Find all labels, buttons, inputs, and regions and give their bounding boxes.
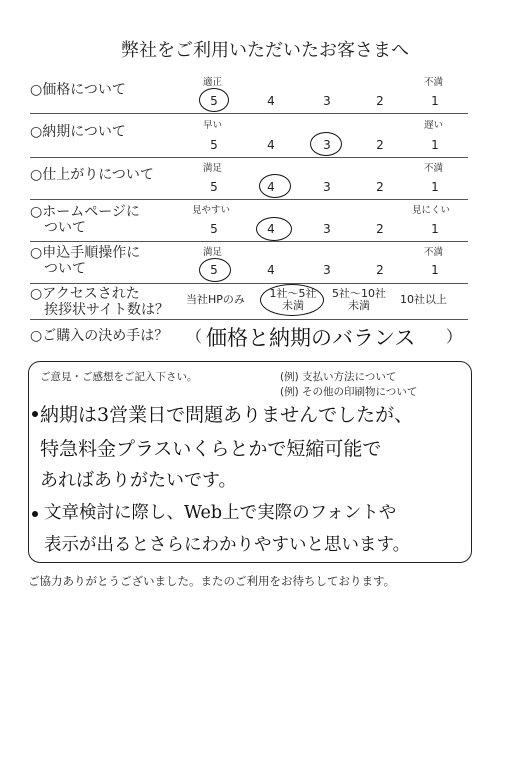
delivery-option-4: 4	[267, 138, 275, 152]
decision-paren-open: （	[186, 327, 203, 346]
finish-left-label: 満足	[203, 163, 223, 174]
access-option-5-10-line2: 未満	[348, 299, 370, 312]
question-access-label-1: ○アクセスされた	[30, 286, 140, 302]
comment-2-line-2: 表示が出るとさらにわかりやすいと思います。	[44, 535, 411, 555]
homepage-right-label: 見にくい	[412, 205, 451, 216]
delivery-selected-circle	[310, 132, 342, 156]
finish-selected-circle	[259, 174, 291, 198]
decision-answer: 価格と納期のバランス	[206, 326, 416, 350]
delivery-right-label: 遅い	[424, 120, 444, 131]
order-right-label: 不満	[424, 247, 444, 258]
access-option-hp-only: 当社HPのみ	[186, 293, 245, 306]
question-finish-label: ○仕上がりについて	[30, 167, 154, 183]
finish-option-4: 4	[267, 180, 275, 194]
finish-option-5: 5	[210, 180, 218, 194]
delivery-option-2: 2	[376, 138, 384, 152]
divider	[30, 241, 468, 242]
question-order-label-1: ○申込手順操作に	[30, 245, 141, 261]
order-selected-circle	[199, 258, 231, 282]
order-left-label: 満足	[203, 247, 223, 258]
page-title: 弊社をご利用いただいたお客さまへ	[121, 40, 409, 61]
comment-1-line-3: あればありがたいです。	[40, 470, 237, 491]
access-option-1-5-line2: 未満	[282, 299, 304, 312]
question-decision-label: ○ご購入の決め手は？	[30, 328, 169, 344]
access-option-10-plus: 10社以上	[400, 293, 447, 306]
price-option-2: 2	[376, 94, 384, 108]
delivery-left-label: 早い	[203, 120, 223, 131]
finish-option-1: 1	[431, 180, 439, 194]
finish-option-2: 2	[376, 180, 384, 194]
price-option-1: 1	[431, 94, 439, 108]
homepage-selected-circle	[256, 217, 292, 241]
divider	[30, 113, 468, 114]
order-option-2: 2	[376, 263, 384, 277]
price-selected-circle	[199, 88, 229, 112]
decision-paren-close: ）	[446, 327, 463, 346]
delivery-option-5: 5	[210, 138, 218, 152]
homepage-option-4: 4	[267, 222, 275, 236]
price-option-5: 5	[210, 94, 218, 108]
question-order-label-2: ついて	[44, 261, 86, 277]
access-option-5-10-line1: 5社～10社	[332, 287, 386, 300]
question-delivery-label: ○納期について	[30, 124, 126, 140]
homepage-option-5: 5	[210, 222, 218, 236]
comments-example-2: (例) その他の印刷物について	[280, 386, 418, 398]
divider	[30, 319, 468, 320]
finish-option-3: 3	[323, 180, 331, 194]
order-option-5: 5	[210, 263, 218, 277]
access-selected-circle	[260, 284, 324, 316]
question-price-label: ○価格について	[30, 82, 126, 98]
delivery-option-1: 1	[431, 138, 439, 152]
comments-header: ご意見・ご感想をご記入下さい。	[40, 371, 198, 383]
comment-1-line-1: 納期は3営業日で問題ありませんでしたが、	[40, 404, 414, 426]
order-option-3: 3	[323, 263, 331, 277]
comment-2-line-1: 文章検討に際し、Web上で実際のフォントや	[44, 503, 397, 523]
homepage-option-2: 2	[376, 222, 384, 236]
homepage-option-3: 3	[323, 222, 331, 236]
comment-1-line-2: 特急料金プラスいくらとかで短縮可能で	[40, 438, 382, 460]
price-left-label: 適正	[203, 77, 223, 88]
order-option-4: 4	[267, 263, 275, 277]
access-option-1-5-line1: 1社～5社	[269, 287, 317, 300]
divider	[30, 283, 468, 284]
finish-right-label: 不満	[424, 163, 444, 174]
question-access-label-2: 挨拶状サイト数は？	[44, 302, 170, 318]
question-homepage-label-2: ついて	[44, 220, 86, 236]
divider	[30, 199, 468, 200]
comments-example-1: (例) 支払い方法について	[280, 371, 397, 383]
divider	[30, 157, 468, 158]
price-option-3: 3	[323, 94, 331, 108]
question-homepage-label-1: ○ホームページに	[30, 204, 140, 220]
price-option-4: 4	[267, 94, 275, 108]
footer-thanks: ご協力ありがとうございました。またのご利用をお待ちしております。	[28, 574, 396, 588]
price-right-label: 不満	[424, 77, 444, 88]
homepage-option-1: 1	[431, 222, 439, 236]
bullet-2	[32, 511, 38, 517]
bullet-1	[32, 411, 38, 417]
delivery-option-3: 3	[323, 138, 331, 152]
homepage-left-label: 見やすい	[192, 205, 231, 216]
order-option-1: 1	[431, 263, 439, 277]
